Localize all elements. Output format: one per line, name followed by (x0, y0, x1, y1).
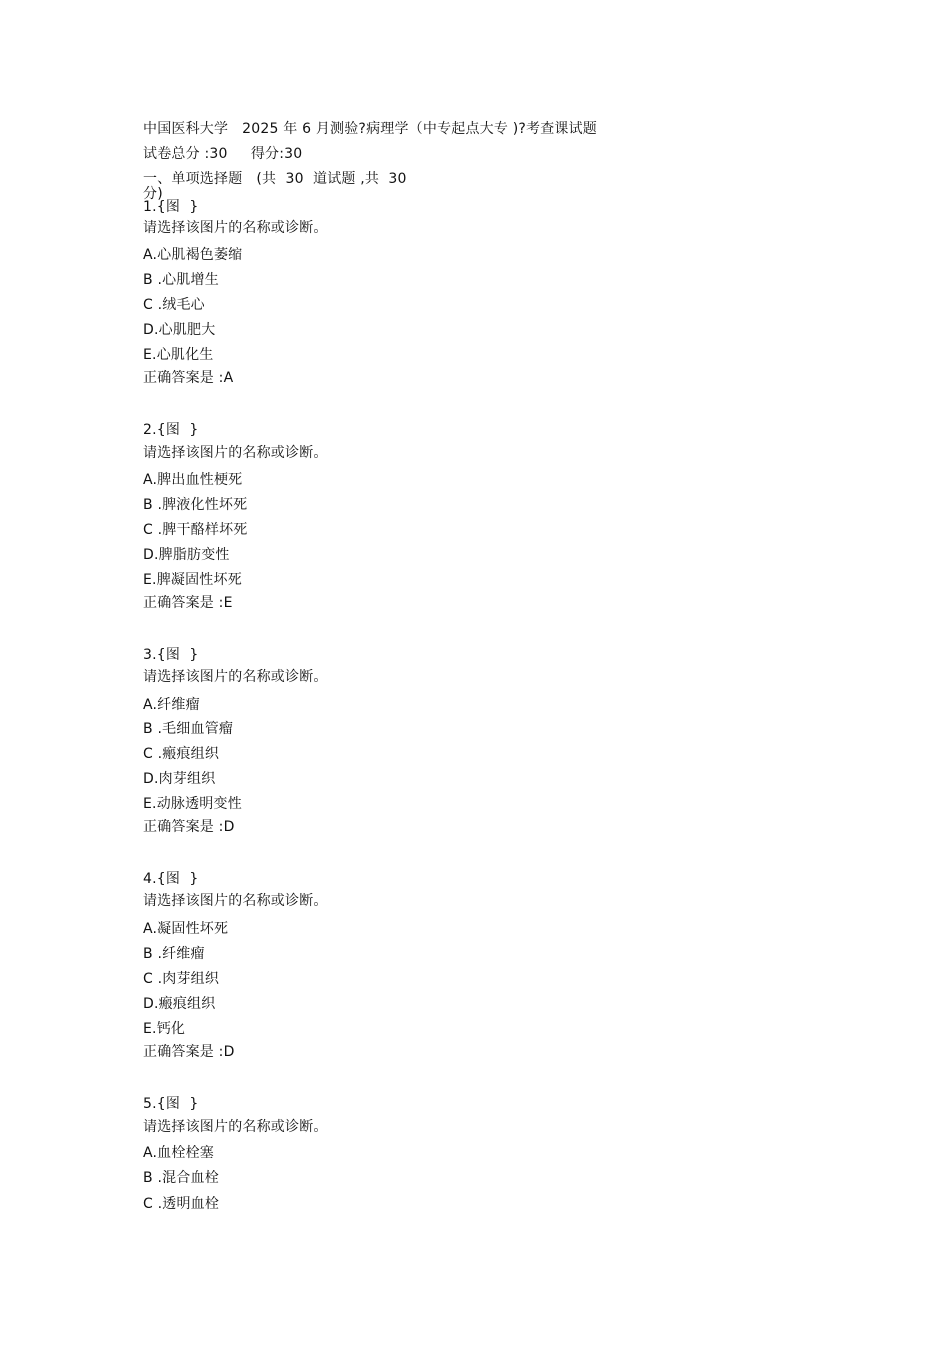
question-prompt: 请选择该图片的名称或诊断。 (143, 445, 328, 461)
option-e: E.脾凝固性坏死 (143, 572, 242, 588)
correct-answer: 正确答案是 :D (143, 819, 235, 835)
correct-answer: 正确答案是 :A (143, 370, 234, 386)
option-a: A.凝固性坏死 (143, 921, 229, 937)
section-heading: 一、单项选择题 (共 30 道试题 ,共 30 (143, 171, 407, 187)
option-c: C .肉芽组织 (143, 971, 220, 987)
option-e: E.动脉透明变性 (143, 796, 242, 812)
correct-answer: 正确答案是 :E (143, 595, 233, 611)
score-line: 试卷总分 :30 得分:30 (143, 146, 303, 162)
option-c: C .瘢痕组织 (143, 746, 220, 762)
option-e: E.心肌化生 (143, 347, 214, 363)
question-number: 1.{图 } (143, 199, 199, 215)
option-a: A.脾出血性梗死 (143, 472, 243, 488)
question-prompt: 请选择该图片的名称或诊断。 (143, 1119, 328, 1135)
correct-answer: 正确答案是 :D (143, 1044, 235, 1060)
option-a: A.血栓栓塞 (143, 1145, 214, 1161)
option-b: B .心肌增生 (143, 272, 219, 288)
question-number: 2.{图 } (143, 422, 199, 438)
option-d: D.心肌肥大 (143, 322, 216, 338)
section-heading-continued: 分) (143, 186, 163, 202)
option-d: D.瘢痕组织 (143, 996, 216, 1012)
option-a: A.纤维瘤 (143, 697, 200, 713)
option-e: E.钙化 (143, 1021, 186, 1037)
question-prompt: 请选择该图片的名称或诊断。 (143, 669, 328, 685)
option-c: C .脾干酪样坏死 (143, 522, 248, 538)
option-c: C .透明血栓 (143, 1196, 220, 1212)
option-b: B .脾液化性坏死 (143, 497, 248, 513)
question-prompt: 请选择该图片的名称或诊断。 (143, 893, 328, 909)
question-number: 3.{图 } (143, 647, 199, 663)
option-d: D.肉芽组织 (143, 771, 216, 787)
option-c: C .绒毛心 (143, 297, 205, 313)
option-b: B .纤维瘤 (143, 946, 205, 962)
question-number: 5.{图 } (143, 1096, 199, 1112)
option-b: B .毛细血管瘤 (143, 721, 234, 737)
option-b: B .混合血栓 (143, 1170, 219, 1186)
question-number: 4.{图 } (143, 871, 199, 887)
question-prompt: 请选择该图片的名称或诊断。 (143, 220, 328, 236)
option-a: A.心肌褐色萎缩 (143, 247, 243, 263)
option-d: D.脾脂肪变性 (143, 547, 230, 563)
exam-title: 中国医科大学 2025 年 6 月测验?病理学（中专起点大专 )?考查课试题 (143, 121, 598, 137)
